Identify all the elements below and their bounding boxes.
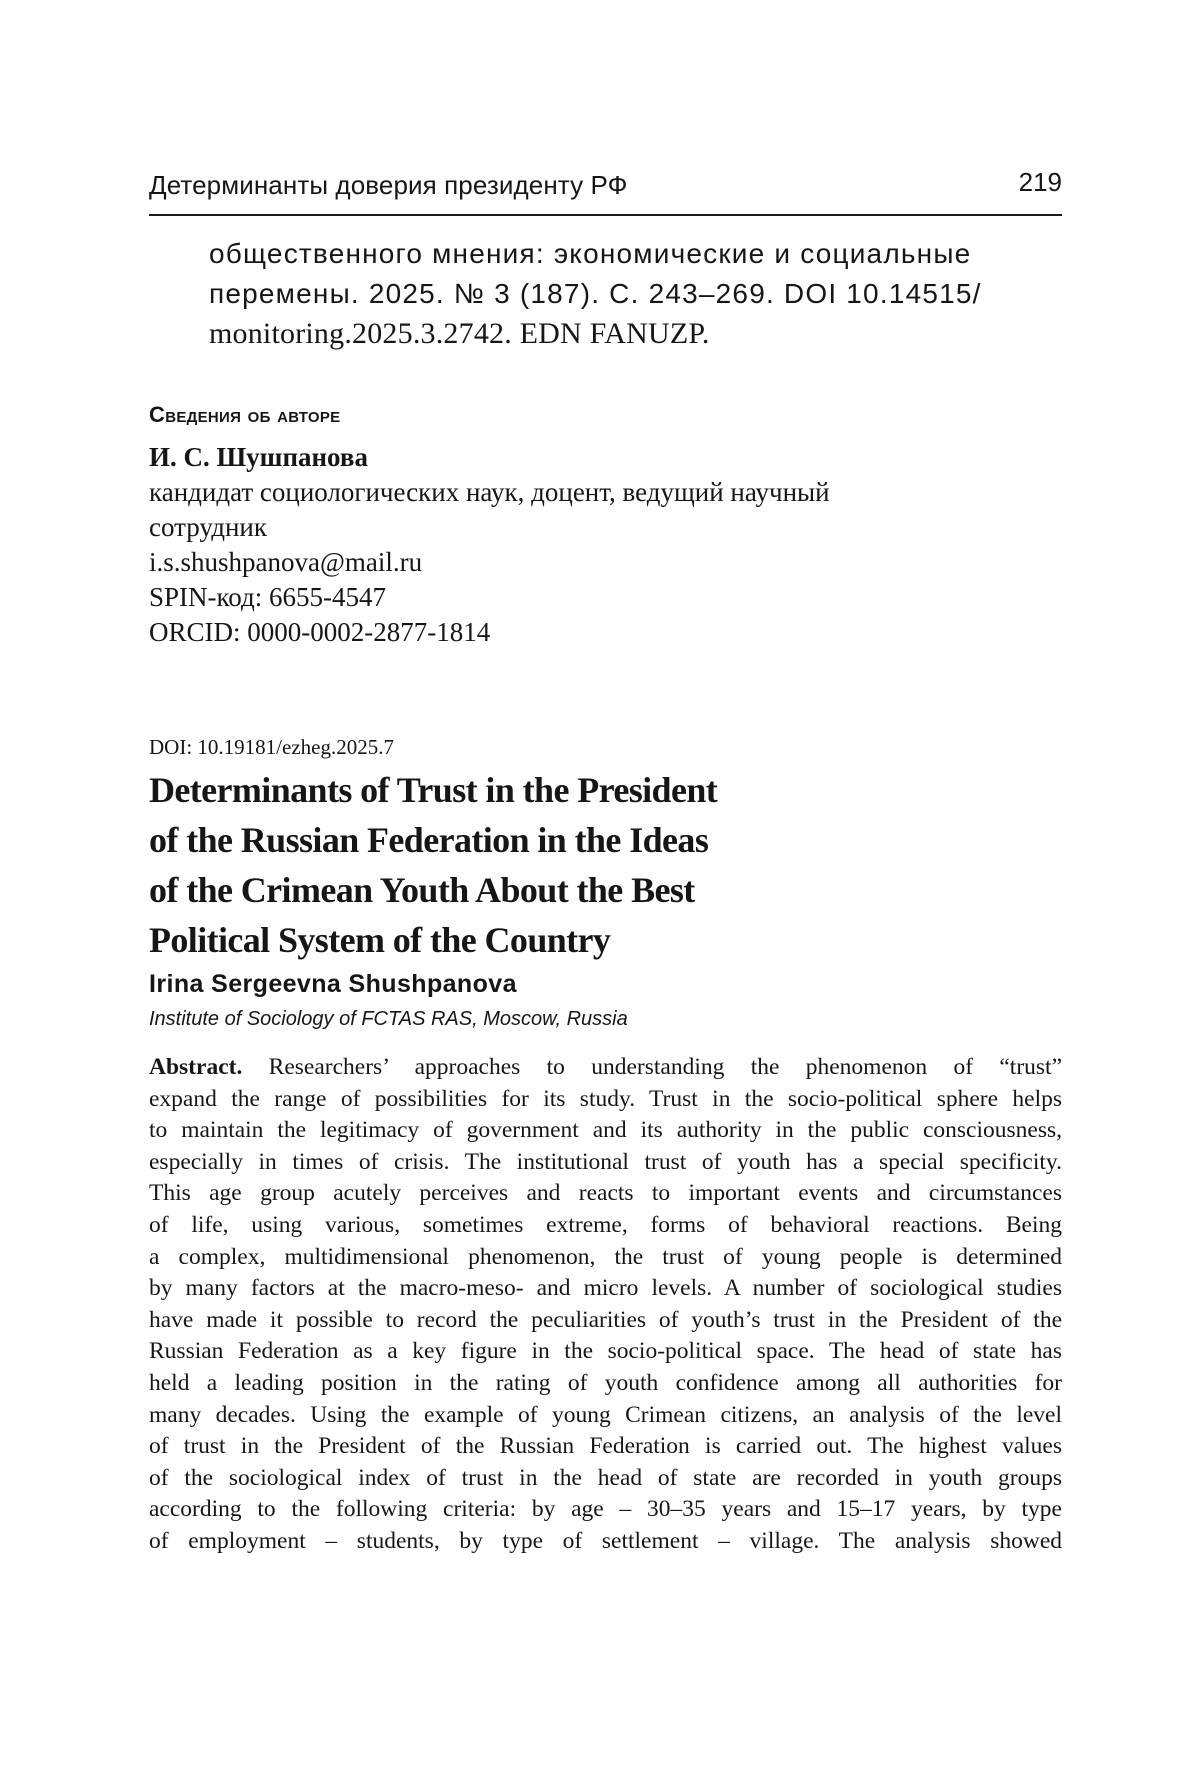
citation-line: перемены. 2025. № 3 (187). С. 243–269. DOI 10.14515/ bbox=[209, 278, 982, 309]
abstract-line: expand the range of possibilities for its study. Trust in the socio-political sphere helps bbox=[149, 1085, 1062, 1112]
author-name-ru: И. С. Шушпанова bbox=[149, 442, 368, 472]
citation-continuation bbox=[209, 234, 1062, 354]
abstract bbox=[149, 1052, 1062, 1558]
title-line: Political System of the Country bbox=[149, 920, 611, 960]
citation-line: monitoring.2025.3.2742. EDN FANUZP. bbox=[209, 317, 710, 350]
abstract-line bbox=[149, 1052, 1062, 1084]
author-orcid: ORCID: 0000-0002-2877-1814 bbox=[149, 617, 491, 647]
author-position-cont: сотрудник bbox=[149, 512, 267, 542]
author-email: i.s.shushpanova@mail.ru bbox=[149, 547, 423, 577]
article-affiliation: Institute of Sociology of FCTAS RAS, Moscow, Russia bbox=[149, 1008, 628, 1030]
page-number: 219 bbox=[1018, 167, 1062, 197]
abstract-line: held a leading position in the rating of youth confidence among all authorities for bbox=[149, 1369, 1062, 1396]
author-info bbox=[149, 440, 1062, 650]
abstract-line: of employment – students, by type of settlement – village. The analysis showed bbox=[149, 1527, 1062, 1554]
abstract-line: a complex, multidimensional phenomenon, the trust of young people is determined bbox=[149, 1243, 1062, 1270]
abstract-line: by many factors at the macro-meso- and micro levels. A number of sociological studies bbox=[149, 1275, 1062, 1302]
author-info-heading: Сведения об авторе bbox=[149, 402, 341, 427]
author-position: кандидат социологических наук, доцент, ведущий научный bbox=[149, 477, 830, 507]
abstract-line: This age group acutely perceives and reacts to important events and circumstances bbox=[149, 1180, 1062, 1207]
abstract-label: Abstract. bbox=[149, 1054, 243, 1080]
abstract-line: Russian Federation as a key figure in the socio-political space. The head of state has bbox=[149, 1338, 1062, 1365]
author-spin: SPIN-код: 6655-4547 bbox=[149, 582, 386, 612]
article-title bbox=[149, 765, 849, 965]
abstract-line: especially in times of crisis. The institutional trust of youth has a special specificity. bbox=[149, 1148, 1062, 1175]
citation-line: общественного мнения: экономические и социальные bbox=[209, 238, 972, 269]
abstract-line: of the sociological index of trust in the head of state are recorded in youth groups bbox=[149, 1464, 1062, 1491]
running-header bbox=[149, 166, 1062, 216]
title-line: of the Crimean Youth About the Best bbox=[149, 870, 695, 910]
abstract-line: of life, using various, sometimes extreme, forms of behavioral reactions. Being bbox=[149, 1211, 1062, 1238]
article-author: Irina Sergeevna Shushpanova bbox=[149, 970, 517, 998]
article-doi: DOI: 10.19181/ezheg.2025.7 bbox=[149, 735, 394, 759]
abstract-line: of trust in the President of the Russian Federation is carried out. The highest values bbox=[149, 1433, 1062, 1460]
running-title: Детерминанты доверия президенту РФ bbox=[149, 170, 628, 200]
abstract-line: to maintain the legitimacy of government and its authority in the public consciousness, bbox=[149, 1117, 1062, 1144]
abstract-line: according to the following criteria: by age – 30–35 years and 15–17 years, by type bbox=[149, 1496, 1062, 1523]
title-line: Determinants of Trust in the President bbox=[149, 770, 718, 810]
abstract-line: many decades. Using the example of young Crimean citizens, an analysis of the level bbox=[149, 1401, 1062, 1428]
abstract-line: have made it possible to record the peculiarities of youth’s trust in the President of the bbox=[149, 1306, 1062, 1333]
title-line: of the Russian Federation in the Ideas bbox=[149, 820, 709, 860]
abstract-text: Researchers’ approaches to understanding the phenomenon of “trust” bbox=[268, 1054, 1063, 1080]
journal-page bbox=[149, 0, 1062, 1780]
